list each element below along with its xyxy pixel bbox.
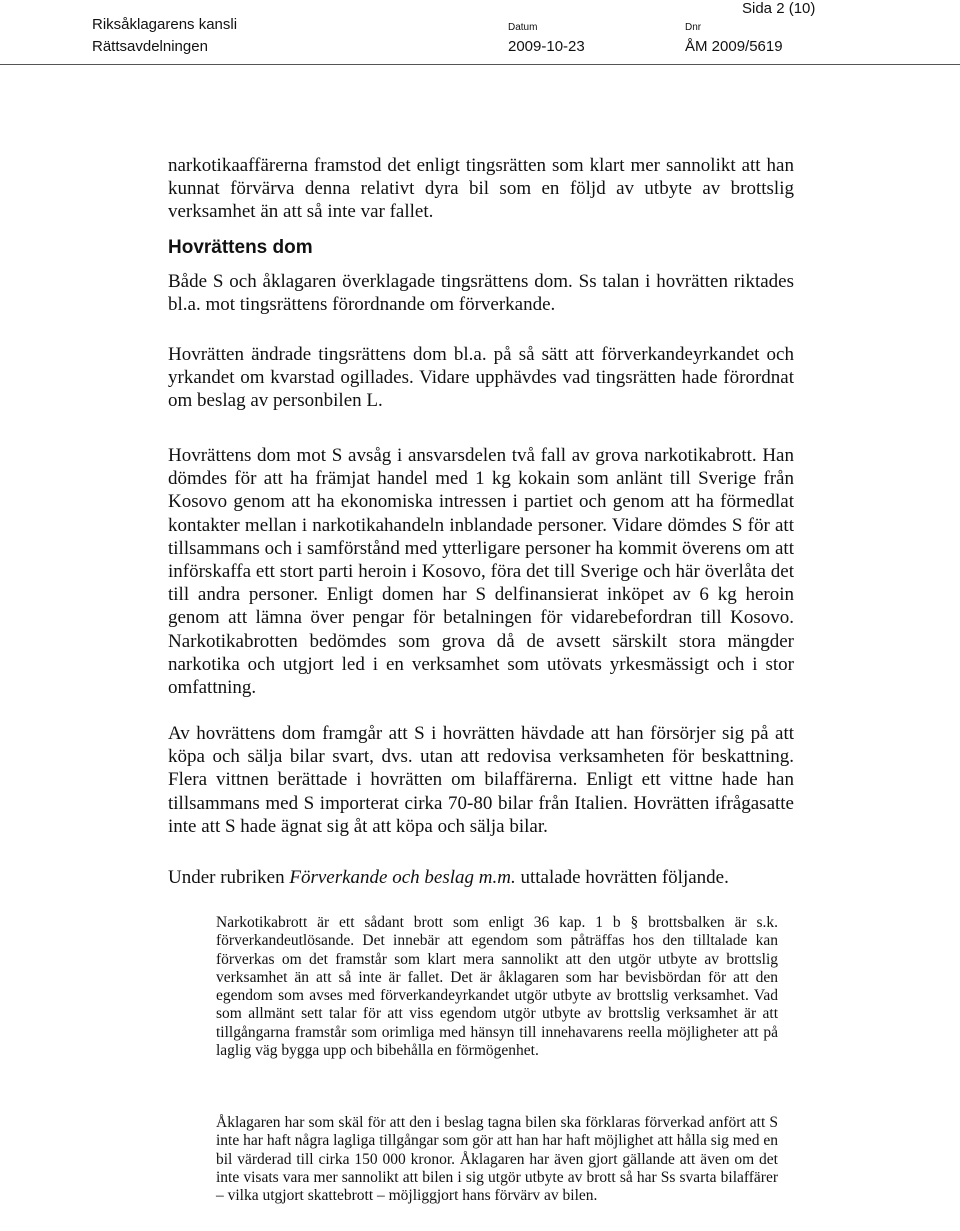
org-name: Riksåklagarens kansli [92,16,238,33]
paragraph-andrade: Hovrätten ändrade tingsrättens dom bl.a. på så sätt att förverkandeyrkandet och yrkandet om kvarstad ogillades. Vidare upphävdes vad tingsrätten hade förordnat om beslag av personbilen L. [168,344,794,412]
rubrik-text-before: Under rubriken [168,867,290,888]
date-label: Datum [508,22,538,33]
header-divider [0,64,960,65]
rubrik-italic-title: Förverkande och beslag m.m. [289,867,516,888]
block-quote-2: Åklagaren har som skäl för att den i beslag tagna bilen ska förklaras förverkad anfört att S inte har haft några lagliga tillgångar som gör att han har haft möjlighet att hålla sig med en bil värderad till cirka 150 000 kronor. Åklagaren har även gjort gällande att även om det inte visats vara mer sannolikt att bilen i sig utgör utbyte av brott så har Ss svarta bilaffärer – vilka utgjort skattebrott – möjliggjort hans förvärv av bilen. [216,1114,778,1205]
paragraph-forsorjer: Av hovrättens dom framgår att S i hovrätten hävdade att han försörjer sig på att köpa och sälja bilar svart, dvs. utan att redovisa verksamheten för beskattning. Flera vittnen berättade i hovrätten om bilaffärerna. Enligt ett vittne hade han tillsammans med S importerat cirka 70-80 bilar från Italien. Hovrätten ifrågasatte inte att S hade ägnat sig åt att köpa och sälja bilar. [168,723,794,837]
rubrik-text-after: uttalade hovrätten följande. [515,867,729,888]
dnr-value: ÅM 2009/5619 [685,38,783,55]
paragraph-intro: narkotikaaffärerna framstod det enligt tingsrätten som klart mer sannolikt att han kunnat förvärva denna relativt dyra bil som en följd av utbyte av brottslig verksamhet än att så inte var fallet. [168,155,794,223]
paragraph-overklagade: Både S och åklagaren överklagade tingsrättens dom. Ss talan i hovrätten riktades bl.a. mot tingsrättens förordnande om förverkande. [168,271,794,316]
department-name: Rättsavdelningen [92,38,208,55]
page-number: Sida 2 (10) [742,0,816,17]
paragraph-rubrik [168,866,794,889]
paragraph-dom: Hovrättens dom mot S avsåg i ansvarsdelen två fall av grova narkotikabrott. Han dömdes för att ha främjat handel med 1 kg kokain som anlänt till Sverige från Kosovo genom att ha ekonomiska intressen i partiet och genom att ha förmedlat kontakter mellan i narkotikahandeln inblandade personer. Vidare dömdes S för att tillsammans och i samförstånd med ytterligare personer ha kommit överens om att införskaffa ett stort parti heroin i Kosovo, föra det till Sverige och här överlåta det till andra personer. Enligt domen har S delfinansierat inköpet av 6 kg heroin genom att lämna över pengar för betalningen för vidarebefordran till Kosovo. Narkotikabrotten bedömdes som grova då de avsett särskilt stora mängder narkotika och utgjort led i en verksamhet som utövats yrkesmässigt och i stor omfattning. [168,445,794,699]
dnr-label: Dnr [685,22,702,33]
section-heading: Hovrättens dom [168,237,313,258]
date-value: 2009-10-23 [508,38,585,55]
block-quote-1: Narkotikabrott är ett sådant brott som enligt 36 kap. 1 b § brottsbalken är s.k. förverkandeutlösande. Det innebär att egendom som påträffas hos den tilltalade kan förverkas om det framstår som klart mera sannolikt att den utgör utbyte av brottslig verksamhet än att så inte är fallet. Det är åklagaren som har bevisbördan för att den egendom som avses med förverkandeyrkandet utgör utbyte av brottslig verksamhet. Vad som allmänt sett talar för att viss egendom utgör utbyte av brottslig verksamhet är att tillgångarna framstår som orimliga med hänsyn till innehavarens reella möjligheter att på laglig väg bygga upp och bibehålla en förmögenhet. [216,914,778,1060]
